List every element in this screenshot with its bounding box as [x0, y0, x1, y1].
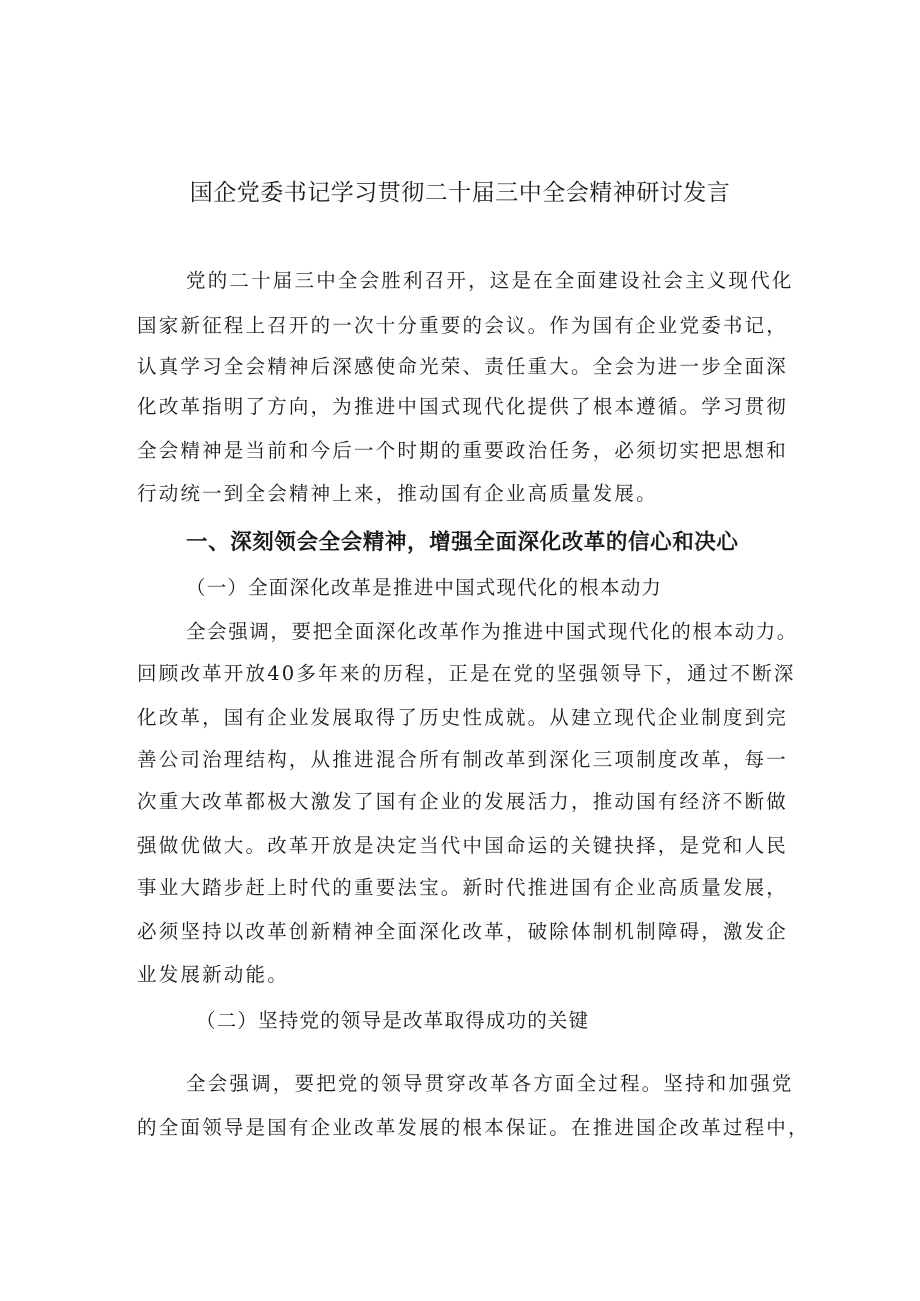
paragraph-line: 善公司治理结构，从推进混合所有制改革到深化三项制度改革，每一 — [137, 748, 789, 771]
document-title: 国企党委书记学习贯彻二十届三中全会精神研讨发言 — [189, 180, 731, 206]
subsection-heading: （一）全面深化改革是推进中国式现代化的根本动力 — [186, 576, 663, 599]
paragraph-line: 化改革指明了方向，为推进中国式现代化提供了根本遵循。学习贯彻 — [137, 395, 789, 418]
paragraph-line: 全会强调，要把党的领导贯穿改革各方面全过程。坚持和加强党 — [186, 1072, 794, 1095]
paragraph-line: 党的二十届三中全会胜利召开，这是在全面建设社会主义现代化 — [186, 269, 794, 292]
paragraph-line: 国家新征程上召开的一次十分重要的会议。作为国有企业党委书记， — [137, 314, 789, 337]
paragraph-line: 次重大改革都极大激发了国有企业的发展活力，推动国有经济不断做 — [137, 790, 789, 813]
paragraph-line: 全会强调，要把全面深化改革作为推进中国式现代化的根本动力。 — [186, 620, 798, 643]
paragraph-line: 行动统一到全会精神上来，推动国有企业高质量发展。 — [137, 482, 658, 505]
section-heading: 一、深刻领会全会精神，增强全面深化改革的信心和决心 — [186, 530, 739, 555]
paragraph-line: 强做优做大。改革开放是决定当代中国命运的关键抉择，是党和人民 — [137, 834, 789, 857]
paragraph-line: 业发展新动能。 — [137, 963, 289, 986]
paragraph-line: 化改革，国有企业发展取得了历史性成就。从建立现代企业制度到完 — [137, 706, 789, 729]
paragraph-line: 事业大踏步赶上时代的重要法宝。新时代推进国有企业高质量发展， — [137, 876, 789, 899]
paragraph-line: 认真学习全会精神后深感使命光荣、责任重大。全会为进一步全面深 — [137, 355, 789, 378]
paragraph-line: 全会精神是当前和今后一个时期的重要政治任务，必须切实把思想和 — [137, 439, 789, 462]
subsection-heading: （二）坚持党的领导是改革取得成功的关键 — [196, 1009, 590, 1032]
paragraph-line: 回顾改革开放40多年来的历程，正是在党的坚强领导下，通过不断深 — [137, 662, 796, 685]
paragraph-line: 的全面领导是国有企业改革发展的根本保证。在推进国企改革过程中， — [137, 1116, 810, 1139]
paragraph-line: 必须坚持以改革创新精神全面深化改革，破除体制机制障碍，激发企 — [137, 920, 789, 943]
